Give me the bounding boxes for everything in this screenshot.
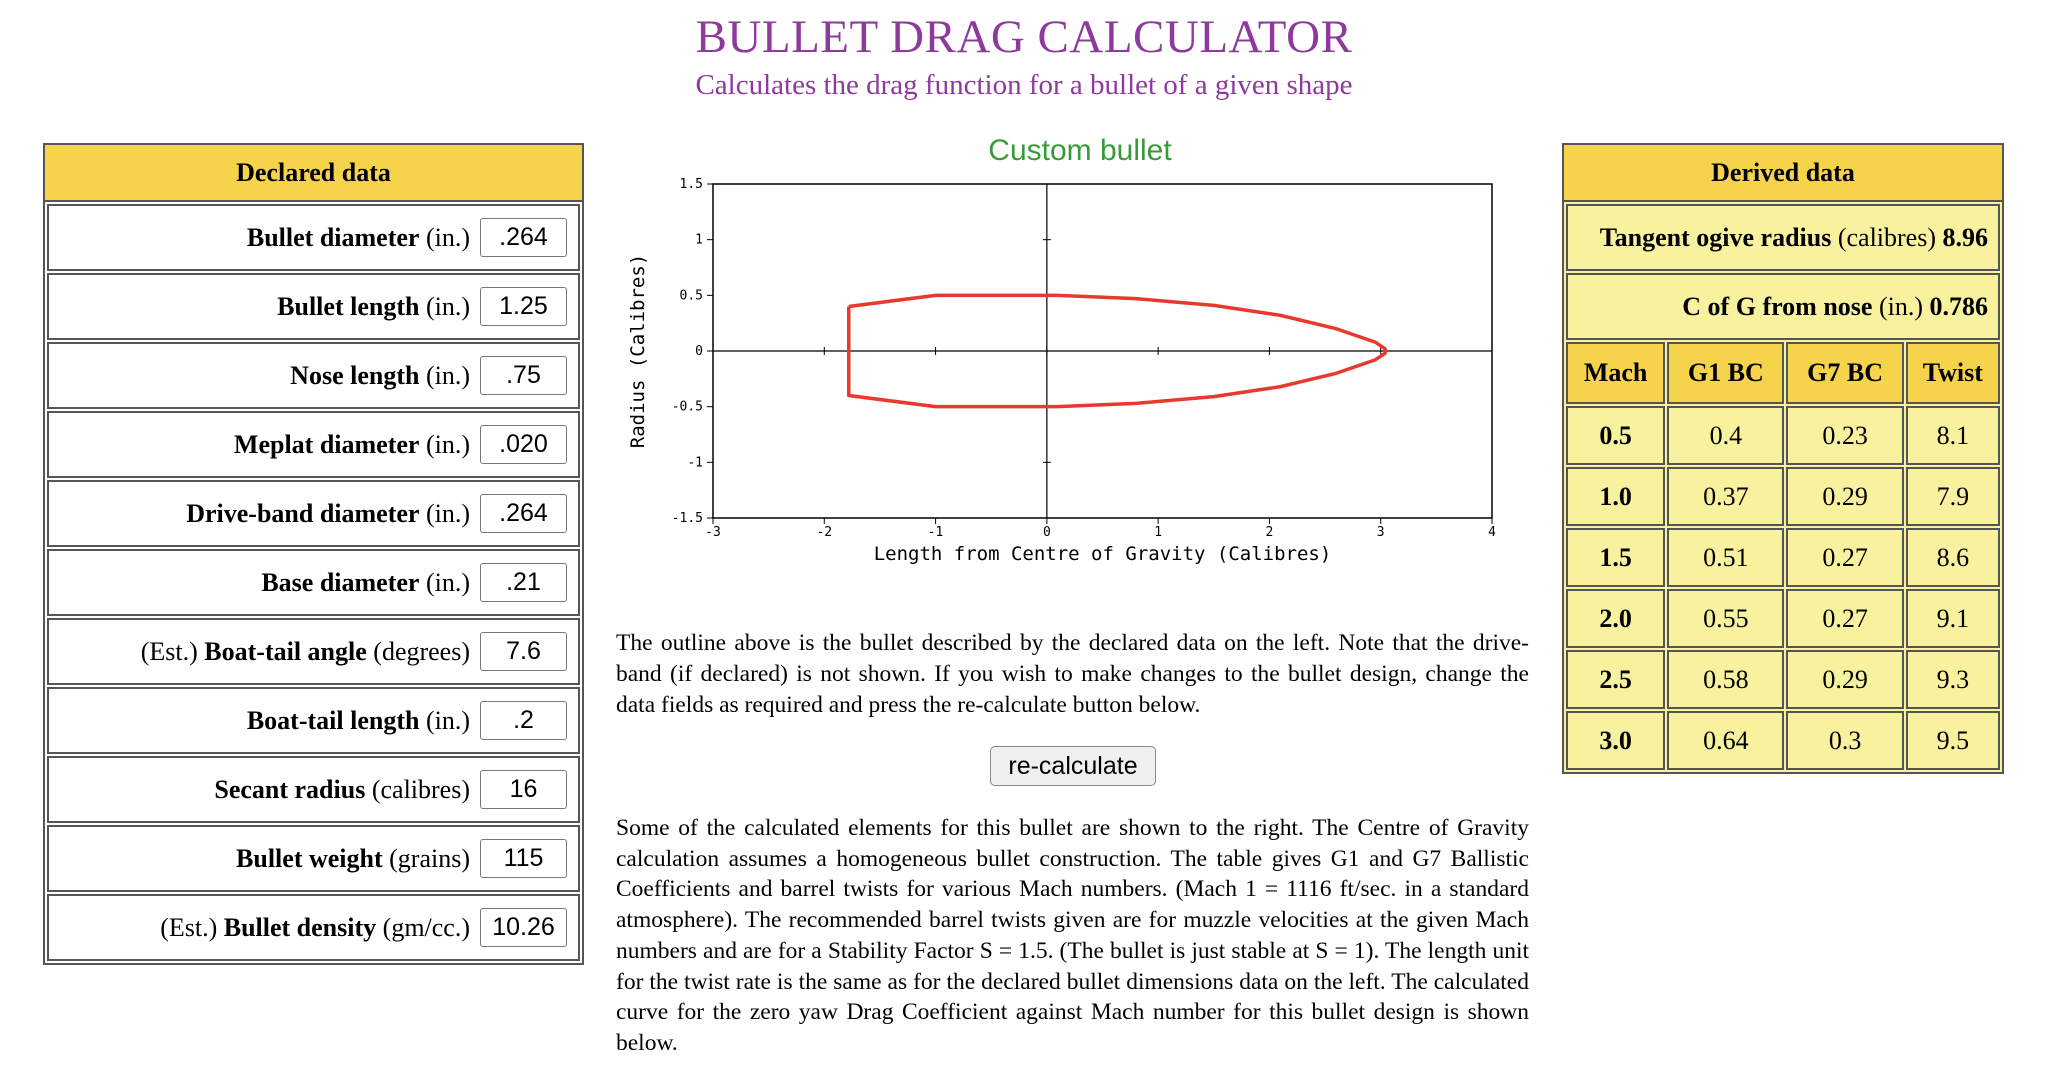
table-cell: 0.55 [1667, 589, 1784, 648]
table-cell: 8.1 [1906, 406, 2000, 465]
declared-row-label [234, 430, 470, 460]
recalculate-button[interactable]: re-calculate [990, 746, 1156, 786]
cog-value: 0.786 [1929, 291, 1988, 321]
table-cell: 0.4 [1667, 406, 1784, 465]
declared-value-input[interactable] [480, 701, 567, 740]
x-tick-label: -2 [816, 525, 833, 540]
label-unit: (in.) [419, 567, 470, 597]
table-cell: 0.37 [1667, 467, 1784, 526]
declared-row [47, 273, 580, 340]
declared-row-label [261, 568, 470, 598]
label-name: Meplat diameter [233, 429, 420, 459]
declared-value-input[interactable] [480, 632, 567, 671]
table-cell: 0.29 [1786, 650, 1903, 709]
label-unit: (gm/cc.) [376, 912, 470, 942]
ogive-radius-label: Tangent ogive radius [1599, 222, 1832, 252]
table-cell: 0.29 [1786, 467, 1903, 526]
table-row [1566, 589, 2000, 648]
label-unit: (in.) [419, 429, 470, 459]
declared-value-input[interactable] [480, 563, 567, 602]
table-row [1566, 467, 2000, 526]
table-cell: 7.9 [1906, 467, 2000, 526]
declared-row [47, 204, 580, 271]
column-header: Twist [1906, 342, 2000, 404]
x-tick-label: -3 [705, 525, 721, 540]
x-tick-label: 2 [1265, 525, 1274, 540]
y-tick-label: 0.5 [679, 288, 703, 304]
declared-row [47, 549, 580, 616]
declared-row [47, 894, 580, 961]
ogive-radius-row [1566, 204, 2000, 271]
declared-row-label [247, 706, 470, 736]
calculation-description: Some of the calculated elements for this bullet are shown to the right. The Centre of Gravity calculation assumes a homogeneous bullet construction. The table gives G1 and G7 Ballistic Coefficients and barrel twists for various Mach numbers. (Mach 1 = 1116 ft/sec. in a standard atmosphere). The recommended barrel twists given are for muzzle velocities at the given Mach numbers and are for a Stability Factor S = 1.5. (The bullet is just stable at S = 1). The length unit for the twist rate is the same as for the declared bullet dimensions data on the left. The calculated curve for the zero yaw Drag Coefficient against Mach number for this bullet design is shown below. [616, 815, 1529, 1056]
label-name: Secant radius [214, 774, 366, 804]
derived-data-header: Derived data [1564, 145, 2002, 202]
declared-row-label [186, 499, 470, 529]
x-tick-label: 3 [1376, 525, 1385, 540]
x-tick-label: -1 [927, 525, 944, 540]
table-cell: 0.5 [1566, 406, 1665, 465]
x-tick-label: 1 [1154, 525, 1163, 540]
label-unit: (in.) [419, 291, 470, 321]
column-header: Mach [1566, 342, 1665, 404]
label-unit: (in.) [419, 705, 470, 735]
label-name: Bullet weight [236, 843, 383, 873]
declared-data-header: Declared data [45, 145, 582, 202]
table-row [1566, 406, 2000, 465]
y-axis-label: Radius (Calibres) [627, 253, 649, 449]
declared-value-input[interactable] [480, 287, 567, 326]
declared-row [47, 342, 580, 409]
cog-row [1566, 273, 2000, 340]
label-name: Bullet density [223, 912, 377, 942]
table-cell: 2.5 [1566, 650, 1665, 709]
label-name: Base diameter [261, 567, 420, 597]
label-name: Boat-tail angle [204, 636, 367, 666]
declared-row-label [141, 637, 470, 667]
table-row [1566, 528, 2000, 587]
table-cell: 0.27 [1786, 589, 1903, 648]
table-cell: 0.51 [1667, 528, 1784, 587]
column-header: G1 BC [1667, 342, 1784, 404]
declared-row-label [214, 775, 470, 805]
declared-row-label [277, 292, 470, 322]
table-cell: 0.3 [1786, 711, 1903, 770]
label-name: Boat-tail length [246, 705, 420, 735]
y-tick-label: 0 [695, 344, 703, 359]
declared-value-input[interactable] [480, 908, 567, 947]
table-cell: 0.23 [1786, 406, 1903, 465]
label-unit: (in.) [419, 360, 470, 390]
y-tick-label: -0.5 [671, 399, 703, 415]
outline-description: The outline above is the bullet described by the declared data on the left. Note that the drive-band (if declared) is not shown. If you wish to make changes to the bullet design, change the data fields as required and press the re-calculate button below. [616, 630, 1529, 718]
y-tick-label: 1.5 [679, 177, 703, 192]
cog-unit: (in.) [1872, 291, 1930, 321]
table-cell: 8.6 [1906, 528, 2000, 587]
derived-data-panel [1562, 143, 2004, 774]
label-name: Bullet diameter [246, 222, 420, 252]
declared-value-input[interactable] [480, 425, 567, 464]
declared-row [47, 618, 580, 685]
y-tick-label: -1 [687, 455, 703, 471]
table-cell: 0.58 [1667, 650, 1784, 709]
y-tick-label: -1.5 [671, 511, 703, 526]
table-cell: 9.5 [1906, 711, 2000, 770]
table-cell: 9.1 [1906, 589, 2000, 648]
declared-row-label [247, 223, 470, 253]
declared-value-input[interactable] [480, 356, 567, 395]
declared-row-label [236, 844, 470, 874]
declared-value-input[interactable] [480, 218, 567, 257]
ogive-radius-unit: (calibres) [1831, 222, 1943, 252]
column-header: G7 BC [1786, 342, 1903, 404]
declared-row-label [290, 361, 470, 391]
label-unit: (in.) [419, 222, 470, 252]
bullet-outline-chart [620, 160, 1500, 580]
mach-table [1564, 340, 2002, 772]
table-cell: 9.3 [1906, 650, 2000, 709]
declared-row-label [160, 913, 470, 943]
label-unit: (calibres) [365, 774, 470, 804]
y-tick-label: 1 [695, 232, 703, 248]
x-tick-label: 4 [1488, 525, 1496, 540]
table-cell: 0.27 [1786, 528, 1903, 587]
label-unit: (degrees) [366, 636, 470, 666]
declared-row [47, 411, 580, 478]
declared-row [47, 480, 580, 547]
declared-value-input[interactable] [480, 770, 567, 809]
page-title: BULLET DRAG CALCULATOR [695, 11, 1353, 63]
label-prefix: (Est.) [140, 636, 205, 666]
declared-row [47, 825, 580, 892]
x-axis-label: Length from Centre of Gravity (Calibres) [873, 543, 1332, 565]
declared-row [47, 687, 580, 754]
page-subtitle: Calculates the drag function for a bullet of a given shape [695, 69, 1353, 101]
declared-value-input[interactable] [480, 839, 567, 878]
table-cell: 1.0 [1566, 467, 1665, 526]
table-cell: 1.5 [1566, 528, 1665, 587]
table-row [1566, 711, 2000, 770]
table-row [1566, 650, 2000, 709]
cog-label: C of G from nose [1682, 291, 1873, 321]
declared-value-input[interactable] [480, 494, 567, 533]
table-cell: 0.64 [1667, 711, 1784, 770]
declared-row [47, 756, 580, 823]
label-prefix: (Est.) [160, 912, 224, 942]
chart-title: Custom bullet [988, 134, 1172, 167]
table-cell: 3.0 [1566, 711, 1665, 770]
label-name: Bullet length [277, 291, 420, 321]
label-unit: (in.) [419, 498, 470, 528]
label-name: Drive-band diameter [186, 498, 420, 528]
declared-data-panel [43, 143, 584, 965]
label-unit: (grains) [382, 843, 470, 873]
table-cell: 2.0 [1566, 589, 1665, 648]
ogive-radius-value: 8.96 [1942, 222, 1988, 252]
x-tick-label: 0 [1042, 525, 1051, 540]
label-name: Nose length [290, 360, 420, 390]
